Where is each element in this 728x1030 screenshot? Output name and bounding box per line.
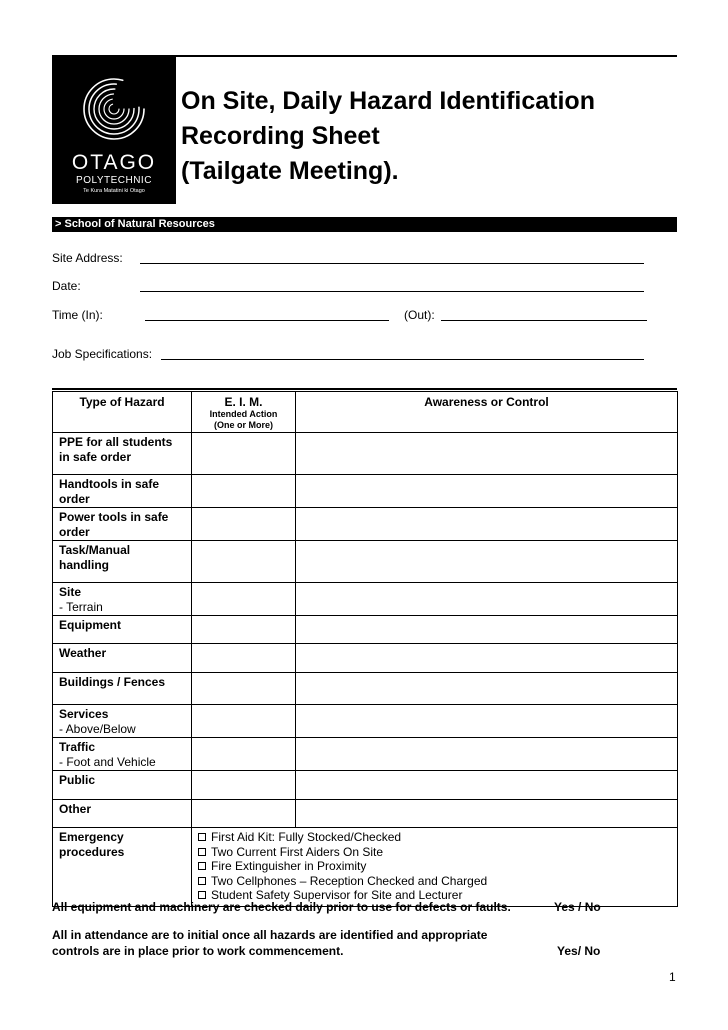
checklist-item <box>198 845 677 860</box>
hazard-label-cont: order <box>59 525 90 539</box>
date-label: Date: <box>52 279 81 293</box>
page-number: 1 <box>669 970 676 984</box>
hazard-sublabel: - Foot and Vehicle <box>59 755 156 769</box>
table-row <box>53 433 678 475</box>
header-eim-intended-action: Intended Action <box>209 409 278 419</box>
page-title <box>181 84 595 189</box>
hazard-label-cont: order <box>59 492 90 506</box>
time-in-line[interactable] <box>145 320 389 321</box>
table-row <box>53 771 678 800</box>
awareness-cell[interactable] <box>296 508 678 541</box>
swirl-emblem-icon <box>52 57 176 152</box>
site-address-line[interactable] <box>140 263 644 264</box>
header-type-of-hazard: Type of Hazard <box>53 392 192 433</box>
logo-subname: POLYTECHNIC <box>76 175 152 186</box>
checklist-item <box>198 830 677 845</box>
hazard-site <box>53 583 192 616</box>
hazard-task-manual <box>53 541 192 583</box>
checklist-item <box>198 874 677 889</box>
checklist-label: First Aid Kit: Fully Stocked/Checked <box>211 830 402 844</box>
awareness-cell[interactable] <box>296 800 678 828</box>
eim-cell[interactable] <box>192 475 296 508</box>
hazard-label: Site <box>59 585 82 599</box>
awareness-cell[interactable] <box>296 433 678 475</box>
awareness-cell[interactable] <box>296 673 678 705</box>
emergency-row <box>53 828 678 907</box>
attendance-statement-line-1: All in attendance are to initial once all hazards are identified and appropriate <box>52 928 488 942</box>
hazard-weather <box>53 644 192 673</box>
hazard-emergency-procedures <box>53 828 192 907</box>
school-bar: > School of Natural Resources <box>52 217 677 232</box>
header-awareness-or-control: Awareness or Control <box>296 392 678 433</box>
table-header-row <box>53 392 678 433</box>
checkbox-first-aid-kit[interactable] <box>198 833 206 841</box>
checklist-item <box>198 859 677 874</box>
hazard-label: Traffic <box>59 740 96 754</box>
table-row <box>53 541 678 583</box>
eim-cell[interactable] <box>192 433 296 475</box>
hazard-traffic <box>53 738 192 771</box>
eim-cell[interactable] <box>192 738 296 771</box>
hazard-ppe <box>53 433 192 475</box>
hazard-label: Power tools in safe <box>59 510 169 524</box>
table-row <box>53 583 678 616</box>
eim-cell[interactable] <box>192 771 296 800</box>
checklist-label: Two Cellphones – Reception Checked and Charged <box>211 873 488 888</box>
emergency-checklist <box>192 828 678 907</box>
table-row <box>53 508 678 541</box>
logo-name: OTAGO <box>71 151 157 174</box>
table-row <box>53 800 678 828</box>
awareness-cell[interactable] <box>296 705 678 738</box>
job-specifications-line[interactable] <box>161 359 644 360</box>
hazard-label: Weather <box>59 646 107 660</box>
checklist-label: Two Current First Aiders On Site <box>211 844 384 859</box>
hazard-buildings-fences <box>53 673 192 705</box>
hazard-handtools <box>53 475 192 508</box>
otago-polytechnic-logo <box>52 57 176 204</box>
equipment-check-yes-no[interactable]: Yes / No <box>554 900 601 914</box>
hazard-equipment <box>53 616 192 644</box>
header-eim <box>192 392 296 433</box>
hazard-label: Equipment <box>59 618 121 632</box>
table-row <box>53 705 678 738</box>
header-eim-label: E. I. M. <box>224 395 263 409</box>
hazard-label: Task/Manual <box>59 543 131 557</box>
eim-cell[interactable] <box>192 673 296 705</box>
time-in-label: Time (In): <box>52 308 103 322</box>
hazard-sublabel: - Terrain <box>59 600 103 614</box>
eim-cell[interactable] <box>192 541 296 583</box>
awareness-cell[interactable] <box>296 738 678 771</box>
hazard-label: Emergency <box>59 830 124 844</box>
hazard-label: Handtools in safe <box>59 477 160 491</box>
awareness-cell[interactable] <box>296 475 678 508</box>
checklist-label: Student Safety Supervisor for Site and Lecturer <box>211 888 463 902</box>
equipment-check-statement: All equipment and machinery are checked daily prior to use for defects or faults. <box>52 900 511 914</box>
table-row <box>53 475 678 508</box>
checkbox-fire-extinguisher[interactable] <box>198 862 206 870</box>
awareness-cell[interactable] <box>296 541 678 583</box>
hazard-label: PPE for all students <box>59 435 173 449</box>
eim-cell[interactable] <box>192 705 296 738</box>
table-row <box>53 616 678 644</box>
hazard-sublabel: - Above/Below <box>59 722 136 736</box>
eim-cell[interactable] <box>192 508 296 541</box>
hazard-label: Buildings / Fences <box>59 675 166 689</box>
table-row <box>53 673 678 705</box>
logo-maori-name: Te Kura Matatini ki Otago <box>83 188 145 194</box>
checkbox-safety-supervisor[interactable] <box>198 891 206 899</box>
awareness-cell[interactable] <box>296 771 678 800</box>
date-line[interactable] <box>140 291 644 292</box>
table-row <box>53 644 678 673</box>
time-out-label: (Out): <box>404 308 435 322</box>
title-line-2: Recording Sheet <box>181 122 380 150</box>
eim-cell[interactable] <box>192 800 296 828</box>
checkbox-first-aiders[interactable] <box>198 848 206 856</box>
hazard-table <box>52 391 678 907</box>
attendance-yes-no[interactable]: Yes/ No <box>557 944 601 958</box>
time-out-line[interactable] <box>441 320 647 321</box>
table-top-rule <box>52 388 677 390</box>
hazard-label-cont: procedures <box>59 845 125 859</box>
eim-cell[interactable] <box>192 616 296 644</box>
eim-cell[interactable] <box>192 583 296 616</box>
job-specifications-label: Job Specifications: <box>52 347 153 361</box>
hazard-label-cont: in safe order <box>59 450 132 464</box>
attendance-statement-line-2: controls are in place prior to work commencement. <box>52 944 344 958</box>
hazard-label: Public <box>59 773 96 787</box>
awareness-cell[interactable] <box>296 583 678 616</box>
checkbox-cellphones[interactable] <box>198 877 206 885</box>
header-eim-one-or-more: (One or More) <box>213 420 273 430</box>
hazard-label-cont: handling <box>59 558 109 572</box>
awareness-cell[interactable] <box>296 616 678 644</box>
table-row <box>53 738 678 771</box>
awareness-cell[interactable] <box>296 644 678 673</box>
hazard-other <box>53 800 192 828</box>
hazard-label: Other <box>59 802 92 816</box>
hazard-power-tools <box>53 508 192 541</box>
title-line-1: On Site, Daily Hazard Identification <box>181 87 595 115</box>
hazard-label: Services <box>59 707 109 721</box>
hazard-public <box>53 771 192 800</box>
title-line-3: (Tailgate Meeting). <box>181 157 399 185</box>
hazard-services <box>53 705 192 738</box>
site-address-label: Site Address: <box>52 251 123 265</box>
eim-cell[interactable] <box>192 644 296 673</box>
checklist-label: Fire Extinguisher in Proximity <box>211 859 367 873</box>
